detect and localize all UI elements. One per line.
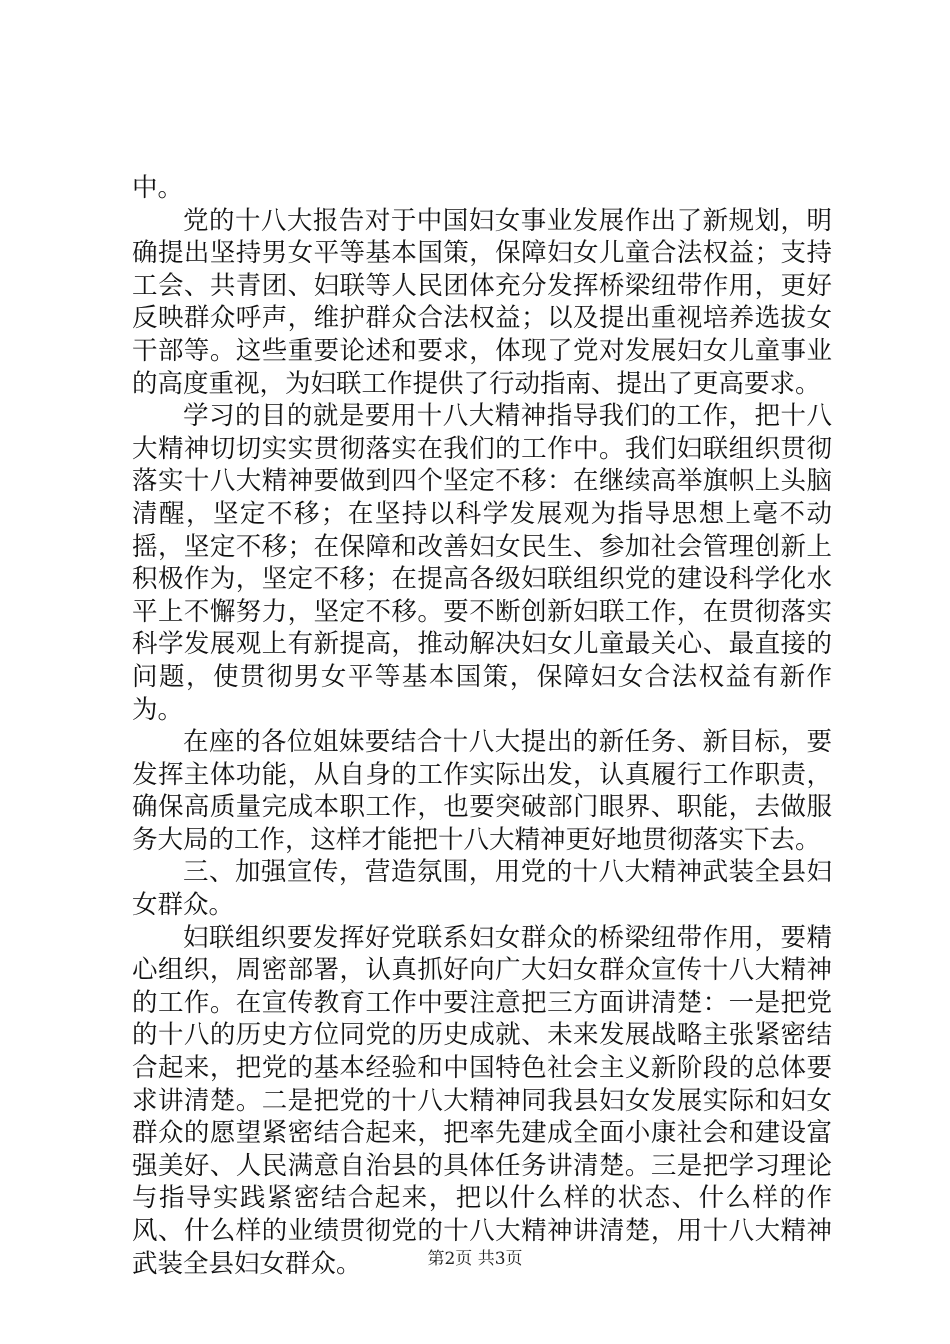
paragraph-study-purpose: 学习的目的就是要用十八大精神指导我们的工作，把十八大精神切切实实贯彻落实在我们的工作中。我们妇联组织贯彻落实十八大精神要做到四个坚定不移：在继续高举旗帜上头脑清醒，坚定不移；在坚持以科学发展观为指导思想上毫不动摇，坚定不移；在保障和改善妇女民生、参加社会管理创新上积极作为，坚定不移；在提高各级妇联组织党的建设科学化水平上不懈努力，坚定不移。要不断创新妇联工作，在贯彻落实科学发展观上有新提高，推动解决妇女儿童最关心、最直接的问题，使贯彻男女平等基本国策，保障妇女合法权益有新作为。 [132,401,832,725]
paragraph-continuation: 中。 [132,173,184,203]
paragraph-publicity: 妇联组织要发挥好党联系妇女群众的桥梁纽带作用，要精心组织，周密部署，认真抓好向广大妇女群众宣传十八大精神的工作。在宣传教育工作中要注意把三方面讲清楚：一是把党的十八的历史方位同党的历史成就、未来发展战略主张紧密结合起来，把党的基本经验和中国特色社会主义新阶段的总体要求讲清楚。二是把党的十八大精神同我县妇女发展实际和妇女群众的愿望紧密结合起来，把率先建成全面小康社会和建设富强美好、人民满意自治县的具体任务讲清楚。三是把学习理论与指导实践紧密结合起来，把以什么样的状态、什么样的作风、什么样的业绩贯彻党的十八大精神讲清楚，用十八大精神武装全县妇女群众。 [132,922,832,1279]
paragraph-sisters: 在座的各位姐妹要结合十八大提出的新任务、新目标，要发挥主体功能，从自身的工作实际出发，认真履行工作职责，确保高质量完成本职工作，也要突破部门眼界、职能，去做服务大局的工作，这样才能把十八大精神更好地贯彻落实下去。 [132,727,832,855]
section-heading-publicity: 三、加强宣传，营造氛围，用党的十八大精神武装全县妇女群众。 [132,857,832,921]
paragraph-plan: 党的十八大报告对于中国妇女事业发展作出了新规划，明确提出坚持男女平等基本国策，保障妇女儿童合法权益；支持工会、共青团、妇联等人民团体充分发挥桥梁纽带作用，更好反映群众呼声，维护群众合法权益；以及提出重视培养选拔女干部等。这些重要论述和要求，体现了党对发展妇女儿童事业的高度重视，为妇联工作提供了行动指南、提出了更高要求。 [132,205,832,399]
document-body [132,172,832,1280]
page-number-footer: 第2页 共3页 [427,1249,523,1269]
